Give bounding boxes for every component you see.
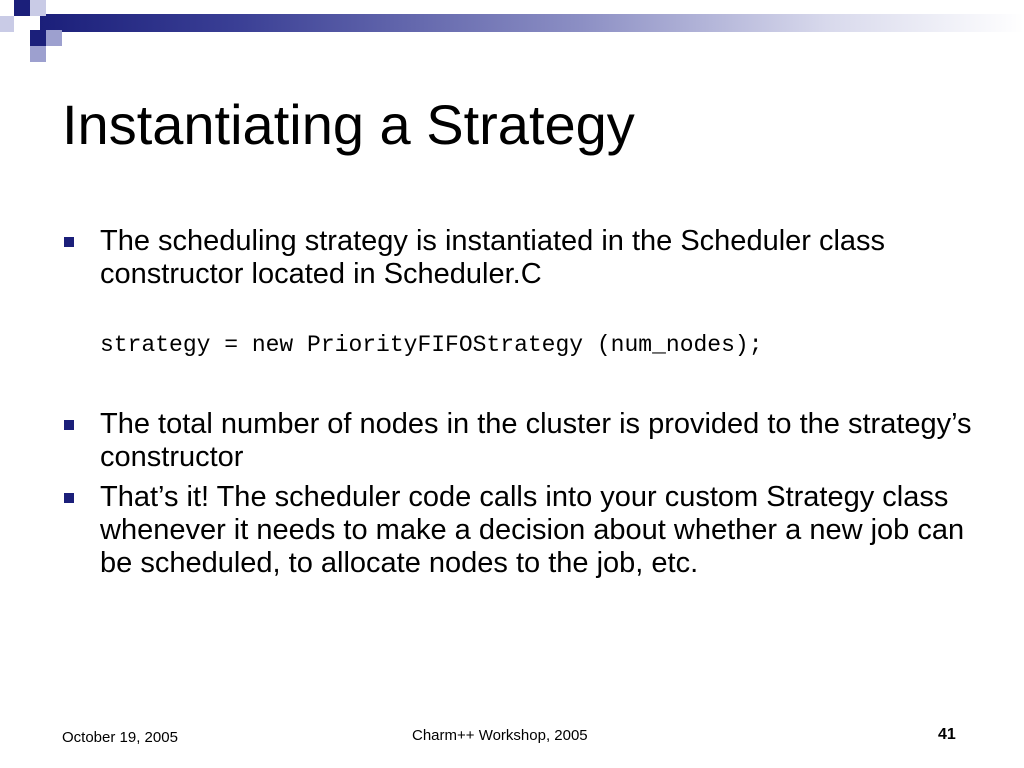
- bullet-text-3: That’s it! The scheduler code calls into your custom Strategy class whenever it needs to make a decision about whether a new job can be scheduled, to allocate nodes to the job, etc.: [100, 481, 965, 579]
- header-square-decoration: [30, 46, 46, 62]
- header-square-decoration: [14, 0, 30, 16]
- bullet-text-1: The scheduling strategy is instantiated in the Scheduler class constructor located in Scheduler.C: [100, 225, 886, 290]
- header-square-decoration: [30, 30, 46, 46]
- bullet-square-icon: [64, 420, 74, 430]
- slide-title: Instantiating a Strategy: [62, 93, 635, 156]
- header-square-decoration: [14, 16, 30, 32]
- footer-page-number: 41: [938, 726, 956, 743]
- header-gradient-bar: [40, 14, 1024, 32]
- code-snippet: strategy = new PriorityFIFOStrategy (num_nodes);: [100, 332, 763, 358]
- bullet-square-icon: [64, 493, 74, 503]
- header-square-decoration: [30, 0, 46, 16]
- header-square-decoration: [46, 30, 62, 46]
- bullet-square-icon: [64, 237, 74, 247]
- footer-event: Charm++ Workshop, 2005: [412, 727, 588, 744]
- footer-date: October 19, 2005: [62, 729, 178, 746]
- bullet-text-2: The total number of nodes in the cluster is provided to the strategy’s constructor: [100, 408, 972, 473]
